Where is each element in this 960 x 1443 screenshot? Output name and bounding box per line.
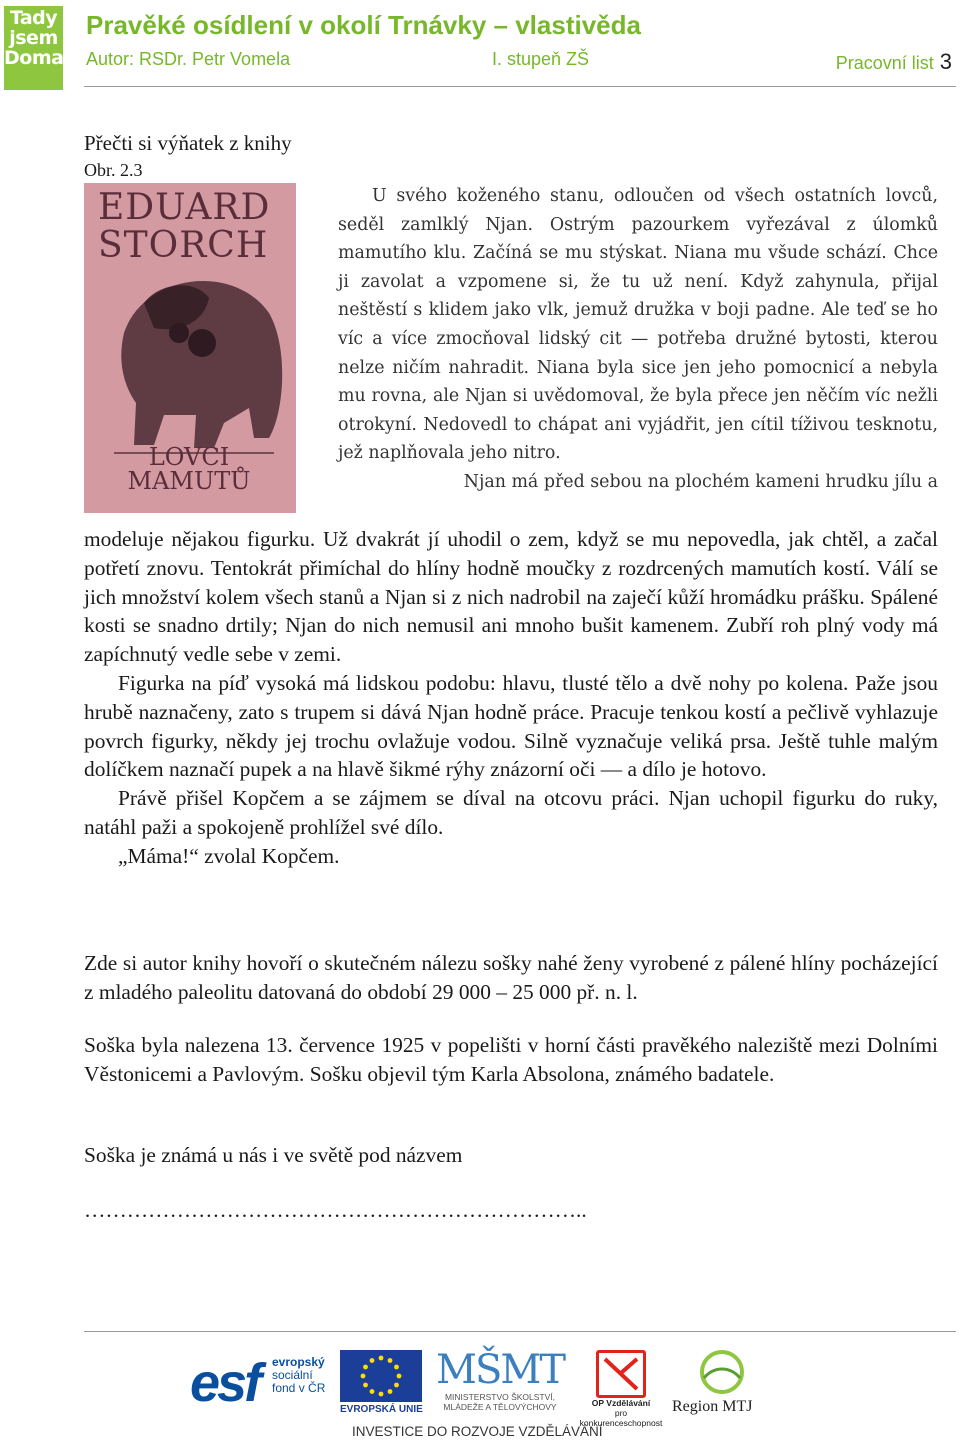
grade-line: I. stupeň ZŠ [492, 49, 590, 69]
page-title: Pravěké osídlení v okolí Trnávky – vlastivěda [86, 10, 641, 40]
logo-line-1: Tady [9, 7, 58, 29]
eu-flag-icon [340, 1350, 422, 1402]
footer-logos [190, 1346, 780, 1428]
tady-jsem-doma-logo [4, 6, 63, 90]
region-circle-icon [692, 1348, 752, 1396]
eu-label: EVROPSKÁ UNIE [340, 1404, 423, 1415]
figure-label: Obr. 2.3 [84, 160, 143, 180]
logo-line-3: Doma [4, 47, 64, 69]
esf-mark: esf [190, 1353, 260, 1413]
intro [84, 129, 292, 182]
msmt-logo [430, 1348, 570, 1416]
esf-text [272, 1356, 325, 1395]
worksheet-label [836, 49, 952, 75]
excerpt-paragraph-2-rest: modeluje nějakou figurku. Už dvakrát jí uhodil o zem, když se mu nepovedla, jak chtěl, a začal potřetí znovu. Tentokrát přimíchal do hlíny hodně moučky z rozdrcených mamutích kostí. Válí se jich množství kolem všech stanů a Njan si z nich nadrobil na zaječí kůží hromádku prášku. Spálené kosti se snadno drtily; Njan do nich nemusil ani mnoho bušit kamenem. Zubří roh plný vody má zapíchnutý vedle sebe v zemi. [84, 527, 938, 667]
op-vk-text-line-2: pro konkurenceschopnost [579, 1408, 663, 1428]
excerpt-paragraph-1: U svého koženého stanu, odloučen od všech ostatních lovců, seděl zamlklý Njan. Ostrým pazourkem vyřezával z úlomků mamutího klu. Začíná se mu stýskat. Niana mu všude schází. Chce ji zavolat a vzpomene si, že tu už není. Když zahynula, přijal neštěstí s klidem jako vlk, jemuž družka v boji padne. Ale teď se ho víc a více zmocňoval lidský cit — potřeba družné bytosti, kterou nelze ničím nahradit. Niana byla sice jen jeho pomocnicí a nebyla mu rovna, ale Njan si uvědomoval, že byla přece jen něčím víc nežli otrokyní. Nedovedl to chápat ani vyjádřit, jen cítil tíživou tesknotu, jež naplňovala jeho nitro. [338, 186, 938, 464]
note-3: Soška je známá u nás i ve světě pod názvem [84, 1143, 463, 1167]
excerpt-paragraph-4: Právě přišel Kopčem a se zájmem se díval na otcovu práci. Njan uchopil figurku do ruky, natáhl paži a spokojeně prohlížel své dílo. [84, 786, 938, 839]
esf-text-line-3: fond v ČR [272, 1381, 326, 1395]
book-cover-image [84, 183, 296, 513]
msmt-mark: MŠMT [436, 1347, 564, 1393]
msmt-text-line-2: MLÁDEŽE A TĚLOVÝCHOVY [443, 1402, 557, 1412]
excerpt-side-column [338, 182, 938, 497]
logo-line-2: jsem [9, 27, 58, 49]
op-vk-text-line-1: OP Vzdělávání [591, 1398, 651, 1408]
cover-title: LOVCI MAMUTŮ [127, 443, 251, 495]
footer-divider [84, 1331, 956, 1332]
instruction-text: Přečti si výňatek z knihy [84, 131, 292, 155]
op-vk-icon [596, 1350, 646, 1398]
esf-logo [190, 1352, 330, 1418]
msmt-text-line-1: MINISTERSTVO ŠKOLSTVÍ, [444, 1392, 556, 1402]
op-vk-logo [576, 1350, 666, 1428]
header-divider [84, 86, 956, 87]
cover-author: EDUARD STORCH [98, 187, 271, 266]
worksheet-number: 3 [939, 49, 952, 74]
region-mtj-logo [672, 1348, 780, 1418]
esf-text-line-1: evropský [272, 1355, 325, 1369]
excerpt-paragraph-5: „Máma!“ zvolal Kopčem. [118, 843, 340, 868]
eu-logo [340, 1350, 423, 1415]
region-label: Region MTJ [672, 1398, 753, 1415]
investment-slogan: INVESTICE DO ROZVOJE VZDĚLÁVÁNÍ [352, 1424, 603, 1439]
note-1: Zde si autor knihy hovoří o skutečném nálezu sošky nahé ženy vyrobené z pálené hlíny pocházející z mladého paleolitu datovaná do období 29 000 – 25 000 př. n. l. [84, 951, 938, 1004]
excerpt-full-width [84, 525, 938, 871]
excerpt-paragraph-3: Figurka na píď vysoká má lidskou podobu: hlavu, tlusté tělo a dvě nohy po kolena. Paže jsou hrubě naznačeny, zato s trupem si dává Njan hodně práce. Pracuje tenkou kostí a pečlivě vyhlazuje povrch figurky, někdy jej trochu ovlažuje vodou. Silně vyznačuje veliká prsa. Ještě tuhle malým dolíčkem naznačí pupek a na hlavě šikmé rýhy znázorní oči — a dílo je hotovo. [84, 670, 938, 782]
answer-blank[interactable]: …………………………………………………………….. [84, 1198, 587, 1222]
author-line: Autor: RSDr. Petr Vomela [86, 49, 291, 69]
note-2: Soška byla nalezena 13. července 1925 v popelišti v horní části pravěkého naleziště mezi Dolními Věstonicemi a Pavlovým. Sošku objevil tým Karla Absolona, známého badatele. [84, 1033, 938, 1086]
esf-text-line-2: sociální [272, 1368, 313, 1382]
worksheet-label-text: Pracovní list [835, 53, 934, 73]
excerpt-paragraph-2-start: Njan má před sebou na plochém kameni hrudku jílu a [463, 471, 938, 492]
